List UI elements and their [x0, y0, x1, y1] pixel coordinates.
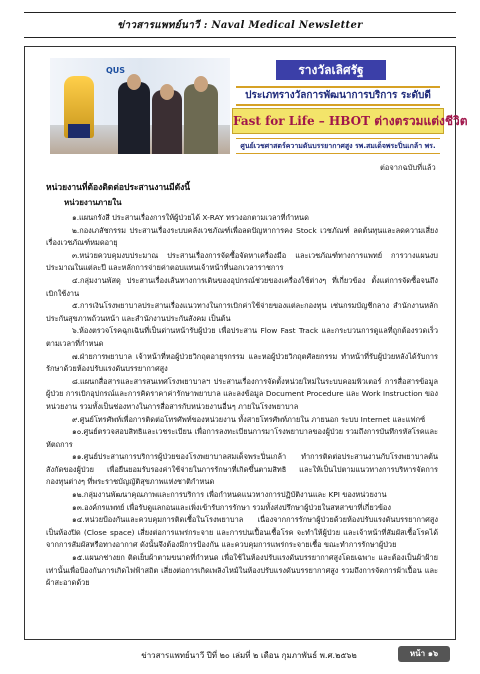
sub-section-title: หน่วยงานภายใน — [64, 198, 122, 207]
list-item: ๑๓.องค์กรแพทย์ เพื่อรับดูแลกอนและเพิ่งเข้ารับการรักษา รวมทั้งส่งปรึกษาผู้ป่วยในสหสาขาที่เกี่ยวข้อง — [72, 502, 391, 512]
list-item: ๔.กลุ่มงานพัสดุ ประสานเรื่องเส้นทางการเดินของอุปกรณ์ช่วยของเครื่องใช้ต่างๆ ที่เกี่ยวข้อง ตั้งแต่การจัดซื้อจนถึงเบิกใช้งาน — [46, 275, 438, 298]
page-number-badge: หน้า ๑๖ — [398, 646, 450, 662]
list-item: ๒.กองเภสัชกรรม ประสานเรื่องระบบคลังเวชภัณฑ์เพื่อลดปัญหาการคง Stock เวชภัณฑ์ ลดต้นทุนและลดความเสี่ยงเรื่องเวชภัณฑ์หมดอายุ — [46, 225, 438, 248]
list-item: ๕.การเงินโรงพยาบาลประสานเรื่องแนวทางในการเบิกค่าใช้จ่ายของแต่ละกองทุน เช่นกรมบัญชีกลาง สำนักงานหลักประกันสุขภาพถ้วนหน้า และสำนักงานประกันสังคม เป็นต้น — [46, 301, 438, 323]
section-title: หน่วยงานที่ต้องติดต่อประสานงานมีดังนี้ — [46, 183, 191, 193]
newsletter-header — [24, 12, 456, 38]
list-item: ๑๕.แผนกช่างยก ติดเย็บผ้าตามขนาดที่กำหนด เพื่อใช้ในห้องปรับแรงดันบรรยากาศสูงโดยเฉพาะ และต้องเป็นผ้าฝ้ายเท่านั้นเพื่อป้องกันการเกิดไฟฟ้าสถิต เสี่ยงต่อการเกิดเพลิงไหม้ในห้องปรับแรงดันบรรยากาศสูง รวมถึงการจัดการผ้าเปื้อน และผ้าสะอาดด้วย — [46, 553, 438, 588]
header-rule-top — [24, 12, 456, 13]
award-banner: รางวัลเลิศรัฐ — [276, 60, 386, 80]
list-item: ๗.ฝ่ายการพยาบาล เจ้าหน้าที่หอผู้ป่วยวิกฤตอายุรกรรม และหอผู้ป่วยวิกฤตศัลยกรรม ทำหน้าที่รับผู้ป่วยหลังได้รับการรักษาด้วยห้องปรับแรงดันบรรยากาศสูง — [46, 351, 438, 374]
award-unit: ศูนย์เวชศาสตร์ความดันบรรยากาศสูง รพ.สมเด็จพระปิ่นเกล้า พร. — [236, 138, 440, 154]
footer-issue-info: ข่าวสารแพทย์นาวี ปีที่ ๒๐ เล่มที่ ๒ เดือน กุมภาพันธ์ พ.ศ.๒๕๖๒ — [141, 651, 357, 660]
award-project-title: Fast for Life – HBOT ต่างตรวมแต่งชีวิต — [232, 108, 444, 134]
list-item: ๓.หน่วยควบคุมงบประมาณ ประสานเรื่องการจัดซื้อจัดหาเครื่องมือ และเวชภัณฑ์ทางการแพทย์ การวางแผนงบประมาณในแต่ละปี และหลักการจ่ายค่าตอบแทนเจ้าหน้าที่นอกเวลาราชการ — [46, 250, 438, 273]
article-body — [46, 180, 438, 590]
header-rule-bottom — [24, 37, 456, 38]
list-item: ๙.ศูนย์โทรศัพท์เพื่อการติดต่อโทรศัพท์ของหน่วยงาน ทั้งสายโทรศัพท์ภายใน ภายนอก ระบบ Internet และแฟกซ์ — [72, 414, 426, 424]
list-item: ๖.ห้องตรวจโรคฉุกเฉินที่เป็นด่านหน้ารับผู้ป่วย เพื่อประสาน Flow Fast Track และกระบวนการดูแลที่ถูกต้องรวดเร็วตามเวลาที่กำหนด — [46, 326, 438, 348]
page-footer — [24, 645, 456, 665]
award-photo — [50, 58, 230, 154]
list-item: ๑๐.ศูนย์ตรวจสอบสิทธิและเวชระเบียน เพื่อการลงทะเบียนการมาโรงพยาบาลของผู้ป่วย รวมถึงการบันทึกรหัสโรคและหัตถการ — [46, 427, 438, 449]
list-item: ๑๑.ศูนย์ประสานการบริการผู้ป่วยของโรงพยาบาลสมเด็จพระปิ่นเกล้า ทำการติดต่อประสานงานกับโรงพยาบาลต้นสังกัดของผู้ป่วย เพื่อยืนยอมรับรองค่าใช้จ่ายในการรักษาที่เกิดขึ้นตามสิทธิ และให้เป็นไปตามแนวทางการบริหารจัดการกองทุนต่างๆ ที่พระราชบัญญัติสุขภาพแห่งชาติกำหนด — [46, 452, 438, 487]
photo-head-3 — [194, 76, 208, 92]
photo-person-1 — [118, 82, 150, 154]
list-item: ๘.แผนกสื่อสารและสารสนเทศโรงพยาบาลฯ ประสานเรื่องการจัดตั้งหน่วยใหม่ในระบบคอมพิวเตอร์ การสื่อสารข้อมูลผู้ป่วย การเบิกอุปกรณ์และการคิดราคาค่ารักษาพยาบาล และลงข้อมูล Document Procedure และ Work Instruction ของหน่วยงาน รวมทั้งเป็นช่องทางในการสื่อสารกับหน่วยงานอื่นๆ ภายในโรงพยาบาล — [46, 376, 438, 411]
list-item: ๑.แผนกรังสี ประสานเรื่องการให้ผู้ป่วยได้ X-RAY ทรวงอกตามเวลาที่กำหนด — [72, 213, 309, 222]
award-panel — [232, 58, 468, 158]
list-item: ๑๒.กลุ่มงานพัฒนาคุณภาพและการบริการ เพื่อกำหนดแนวทางการปฏิบัติงานและ KPI ของหน่วยงาน — [72, 490, 387, 500]
award-category: ประเภทรางวัลการพัฒนาการบริการ ระดับดี — [236, 86, 440, 106]
photo-head-2 — [160, 84, 174, 100]
photo-head-1 — [127, 74, 141, 90]
photo-logo: QUS — [106, 66, 126, 75]
newsletter-title: ข่าวสารแพทย์นาวี : Naval Medical Newsletter — [117, 20, 363, 31]
photo-person-3 — [184, 84, 218, 154]
trophy-icon — [64, 76, 94, 138]
list-item: ๑๔.หน่วยป้องกันและควบคุมการติดเชื้อในโรงพยาบาล เนื่องจากการรักษาผู้ป่วยด้วยห้องปรับแรงดันบรรยากาศสูง เป็นห้องปิด (Close space) เสี่ยงต่อการแพร่กระจาย และการปนเปื้อนเชื้อโรค จะทำให้ผู้ป่วย และเจ้าหน้าที่สัมผัสเชื้อโรคได้ จากการสัมผัสหรือทางอากาศ ดังนั้นจึงต้องมีการป้องกัน และควบคุมการแพร่กระจายเชื้อ ขณะทำการรักษาผู้ป่วย — [46, 515, 438, 550]
continued-note: ต่อจากฉบับที่แล้ว — [380, 163, 436, 172]
